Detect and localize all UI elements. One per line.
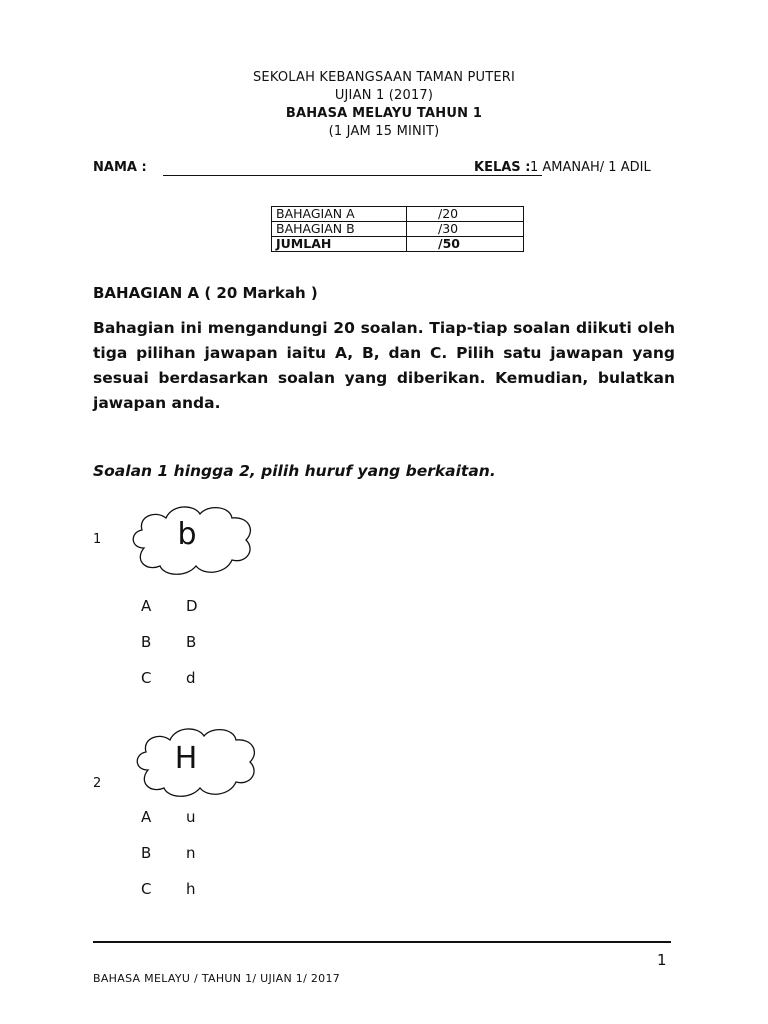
school-name: SEKOLAH KEBANGSAAN TAMAN PUTERI (252, 70, 516, 85)
section-instructions: Bahagian ini mengandungi 20 soalan. Tiap-tiap soalan diikuti oleh tiga pilihan jawapan iaitu A, B, dan C. Pilih satu jawapan yang sesuai berdasarkan soalan yang diberikan. Kemudian, bulatkan jawapan anda. (93, 319, 675, 412)
table-row (272, 207, 524, 222)
option-value[interactable]: h (186, 880, 196, 898)
footer-rule (93, 941, 671, 943)
section-title: BAHAGIAN A ( 20 Markah ) (93, 284, 318, 302)
score-total-value: /50 (407, 237, 524, 252)
cloud-letter: H (174, 741, 198, 776)
score-total-label: JUMLAH (272, 237, 407, 252)
cloud-letter: b (177, 517, 197, 552)
option-value[interactable]: n (186, 844, 196, 862)
option-value[interactable]: u (186, 808, 196, 826)
score-value: /20 (407, 207, 524, 222)
student-info-row (93, 160, 678, 180)
table-row (272, 237, 524, 252)
exam-title: UJIAN 1 (2017) (334, 88, 434, 103)
subject-title: BAHASA MELAYU TAHUN 1 (285, 106, 483, 121)
option-value[interactable]: B (186, 633, 197, 651)
option-letter[interactable]: B (141, 844, 152, 862)
table-row (272, 222, 524, 237)
score-label: BAHAGIAN B (272, 222, 407, 237)
question-subheading: Soalan 1 hingga 2, pilih huruf yang berkaitan. (93, 462, 496, 480)
class-label: KELAS : (474, 160, 531, 175)
name-label: NAMA : (93, 160, 147, 175)
option-value[interactable]: D (186, 597, 198, 615)
option-letter[interactable]: B (141, 633, 152, 651)
score-table (271, 206, 524, 252)
name-field-line[interactable] (163, 175, 542, 176)
exam-duration: (1 JAM 15 MINIT) (328, 124, 440, 139)
score-label: BAHAGIAN A (272, 207, 407, 222)
option-letter[interactable]: A (141, 597, 152, 615)
score-value: /30 (407, 222, 524, 237)
footer-text: BAHASA MELAYU / TAHUN 1/ UJIAN 1/ 2017 (93, 972, 341, 985)
class-value: 1 AMANAH/ 1 ADIL (530, 160, 651, 175)
question-number: 1 (93, 532, 102, 547)
option-letter[interactable]: A (141, 808, 152, 826)
page-number: 1 (657, 951, 667, 969)
option-letter[interactable]: C (141, 880, 152, 898)
option-letter[interactable]: C (141, 669, 152, 687)
question-number: 2 (93, 776, 102, 791)
option-value[interactable]: d (186, 669, 196, 687)
